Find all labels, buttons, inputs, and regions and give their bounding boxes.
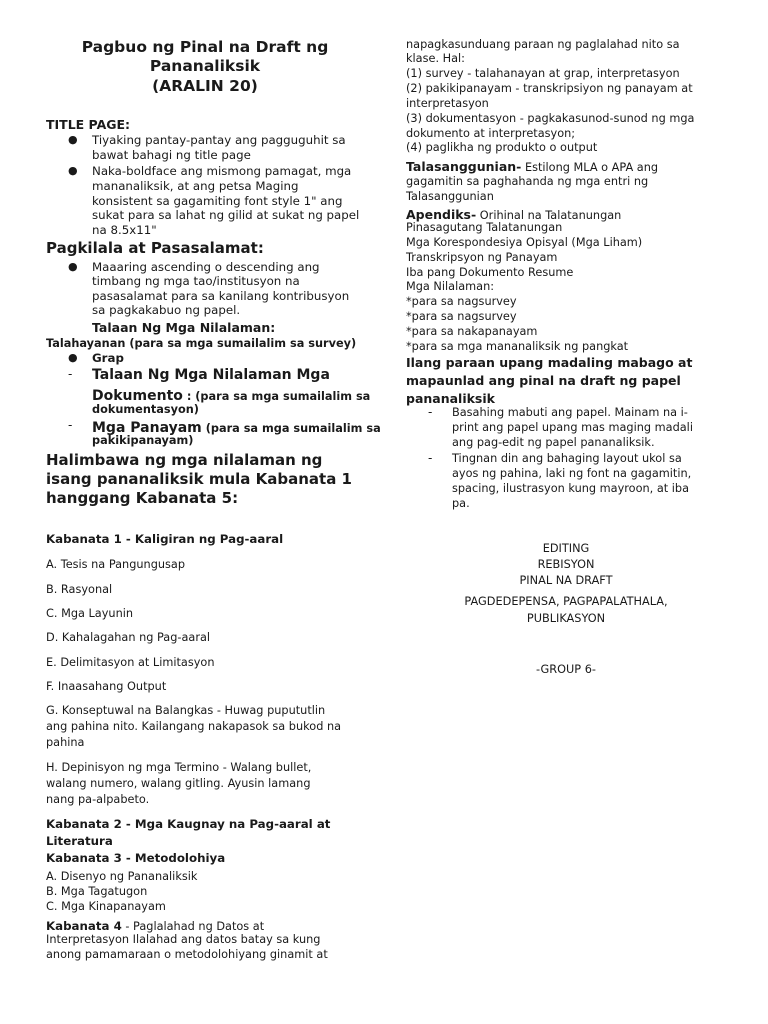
kabanata4-bold: Kabanata 4 xyxy=(46,919,122,933)
kabanata1-item-a: A. Tesis na Pangungusap xyxy=(46,558,186,571)
pagkilala-line-3: pasasalamat para sa kanilang kontribusyon xyxy=(92,289,350,303)
bullet-icon: ● xyxy=(68,260,78,273)
kabanata3-item-c: C. Mga Kinapanayam xyxy=(46,900,166,913)
paraan-item-1-line-2: print ang papel upang mas maging madali xyxy=(452,421,693,434)
kabanata4-line-3: anong pamamaraan o metodolohiyang ginamit at xyxy=(46,948,328,961)
panayam-line-2: pakikipanayam) xyxy=(92,434,194,447)
pagkilala-line-1: Maaaring ascending o descending ang xyxy=(92,260,320,274)
intro-line-2: klase. Hal: xyxy=(406,52,465,65)
panayam-rest: (para sa mga sumailalim sa xyxy=(201,422,381,435)
halimbawa-line-2: isang pananaliksik mula Kabanata 1 xyxy=(46,470,352,488)
paraan-item-2-line-1: Tingnan din ang bahaging layout ukol sa xyxy=(452,452,682,465)
intro-line-5: interpretasyon xyxy=(406,97,489,110)
talasanggunian-rest: Estilong MLA o APA ang xyxy=(521,161,659,174)
apendiks-bold: Apendiks- xyxy=(406,207,477,222)
apendiks-line-6: Mga Nilalaman: xyxy=(406,280,495,293)
talasanggunian-line-2: gagamitin sa paghahanda ng mga entri ng xyxy=(406,175,649,188)
kabanata1-item-h-line-2: walang numero, walang gitling. Ayusin lamang xyxy=(46,777,311,790)
ilang-paraan-line-2: mapaunlad ang pinal na draft ng papel xyxy=(406,373,681,388)
paraan-item-1-line-1: Basahing mabuti ang papel. Mainam na i- xyxy=(452,406,688,419)
paraan-item-1-line-3: ang pag-edit ng papel pananaliksik. xyxy=(452,436,655,449)
document-title-line-2: Pananaliksik xyxy=(149,57,261,75)
talaan-heading: Talaan Ng Mga Nilalaman: xyxy=(92,320,276,335)
title-page-bullet-2-line-4: sukat para sa lahat ng gilid at sukat ng papel xyxy=(92,208,360,222)
title-page-bullet-2-line-5: na 8.5x11" xyxy=(92,223,157,237)
step-publikasyon: PUBLIKASYON xyxy=(526,612,606,625)
kabanata3-item-b: B. Mga Tagatugon xyxy=(46,885,148,898)
kabanata1-item-g-line-2: ang pahina nito. Kailangang nakapasok sa bukod na xyxy=(46,720,342,733)
title-page-bullet-1-line-2: bawat bahagi ng title page xyxy=(92,148,251,162)
kabanata1-item-g-line-1: G. Konseptuwal na Balangkas - Huwag pupututlin xyxy=(46,704,326,717)
title-page-bullet-2-line-2: mananaliksik, at ang petsa Maging xyxy=(92,179,299,193)
kabanata4-line-2: Interpretasyon Ilalahad ang datos batay sa kung xyxy=(46,933,321,946)
kabanata1-item-h-line-3: nang pa-alpabeto. xyxy=(46,793,150,806)
kabanata1-item-e: E. Delimitasyon at Limitasyon xyxy=(46,656,215,669)
intro-line-3: (1) survey - talahanayan at grap, interpretasyon xyxy=(406,67,680,80)
ilang-paraan-line-3: pananaliksik xyxy=(406,391,495,406)
ilang-paraan-line-1: Ilang paraan upang madaling mabago at xyxy=(406,355,693,370)
document-title-line-3: (ARALIN 20) xyxy=(152,77,258,95)
dash-icon: - xyxy=(428,405,433,419)
pagkilala-line-4: sa pagkakabuo ng papel. xyxy=(92,303,241,317)
halimbawa-line-1: Halimbawa ng mga nilalaman ng xyxy=(46,451,323,469)
group-label: -GROUP 6- xyxy=(536,663,596,676)
step-rebisyon: REBISYON xyxy=(537,558,595,571)
kabanata3-heading: Kabanata 3 - Metodolohiya xyxy=(46,851,226,865)
apendiks-line-5: Iba pang Dokumento Resume xyxy=(406,266,574,279)
talasanggunian-bold: Talasanggunian- xyxy=(406,159,522,174)
kabanata1-heading: Kabanata 1 - Kaligiran ng Pag-aaral xyxy=(46,532,284,546)
intro-line-1: napagkasunduang paraan ng paglalahad nito sa xyxy=(406,38,680,51)
grap-item: Grap xyxy=(92,351,124,365)
pagkilala-heading: Pagkilala at Pasasalamat: xyxy=(46,239,264,257)
paraan-item-2-line-4: pa. xyxy=(452,497,470,510)
intro-line-8: (4) paglikha ng produkto o output xyxy=(406,141,598,154)
dash-icon: - xyxy=(68,367,73,381)
talasanggunian-line-1 xyxy=(406,156,658,175)
step-editing: EDITING xyxy=(542,542,590,555)
title-page-bullet-1-line-1: Tiyaking pantay-pantay ang pagguguhit sa xyxy=(92,133,346,147)
kabanata1-item-g-line-3: pahina xyxy=(46,736,85,749)
step-pinal-na-draft: PINAL NA DRAFT xyxy=(519,574,613,587)
kabanata1-item-b: B. Rasyonal xyxy=(46,583,113,596)
kabanata1-item-c: C. Mga Layunin xyxy=(46,607,134,620)
talasanggunian-line-3: Talasanggunian xyxy=(406,190,494,203)
dokumento-line-3: dokumentasyon) xyxy=(92,403,199,416)
panayam-bold: Mga Panayam xyxy=(92,420,202,436)
kabanata1-item-f: F. Inaasahang Output xyxy=(46,680,167,693)
paraan-item-2-line-3: spacing, ilustrasyon kung mayroon, at iba xyxy=(452,482,690,495)
intro-line-7: dokumento at interpretasyon; xyxy=(406,127,576,140)
title-page-label: TITLE PAGE: xyxy=(46,117,131,132)
dash-icon: - xyxy=(428,451,433,465)
title-page-bullet-2-line-3: konsistent sa gagamiting font style 1" ang xyxy=(92,194,343,208)
bullet-icon: ● xyxy=(68,351,78,364)
dokumento-rest: : (para sa mga sumailalim sa xyxy=(182,390,371,403)
kabanata3-item-a: A. Disenyo ng Pananaliksik xyxy=(46,870,198,883)
apendiks-line-7: *para sa nagsurvey xyxy=(406,295,517,308)
apendiks-rest: Orihinal na Talatanungan xyxy=(476,209,622,222)
document-title-line-1: Pagbuo ng Pinal na Draft ng xyxy=(81,38,329,56)
apendiks-line-2: Pinasagutang Talatanungan xyxy=(406,221,563,234)
talahayanan-line: Talahayanan (para sa mga sumailalim sa survey) xyxy=(46,337,357,350)
title-page-bullet-2-line-1: Naka-boldface ang mismong pamagat, mga xyxy=(92,164,352,178)
intro-line-6: (3) dokumentasyon - pagkakasunod-sunod ng mga xyxy=(406,112,695,125)
apendiks-line-3: Mga Korespondesiya Opisyal (Mga Liham) xyxy=(406,236,643,249)
intro-line-4: (2) pakikipanayam - transkripsiyon ng panayam at xyxy=(406,82,693,95)
apendiks-line-9: *para sa nakapanayam xyxy=(406,325,538,338)
paraan-item-2-line-2: ayos ng pahina, laki ng font na gagamitin, xyxy=(452,467,692,480)
apendiks-line-10: *para sa mga mananaliksik ng pangkat xyxy=(406,340,629,353)
dokumento-bold: Dokumento xyxy=(92,388,183,404)
dash-icon: - xyxy=(68,418,73,432)
kabanata2-heading-line-2: Literatura xyxy=(46,834,113,848)
kabanata2-heading-line-1: Kabanata 2 - Mga Kaugnay na Pag-aaral at xyxy=(46,817,331,831)
dokumento-line-1: Talaan Ng Mga Nilalaman Mga xyxy=(92,367,330,383)
apendiks-line-8: *para sa nagsurvey xyxy=(406,310,517,323)
bullet-icon: ● xyxy=(68,133,78,146)
bullet-icon: ● xyxy=(68,164,78,177)
apendiks-line-4: Transkripsyon ng Panayam xyxy=(406,251,558,264)
pagkilala-line-2: timbang ng mga tao/institusyon na xyxy=(92,274,300,288)
step-pagdedepensa: PAGDEDEPENSA, PAGPAPALATHALA, xyxy=(464,595,668,608)
kabanata1-item-d: D. Kahalagahan ng Pag-aaral xyxy=(46,631,211,644)
kabanata4-rest: - Paglalahad ng Datos at xyxy=(121,920,265,933)
halimbawa-line-3: hanggang Kabanata 5: xyxy=(46,489,239,507)
kabanata1-item-h-line-1: H. Depinisyon ng mga Termino - Walang bullet, xyxy=(46,761,312,774)
